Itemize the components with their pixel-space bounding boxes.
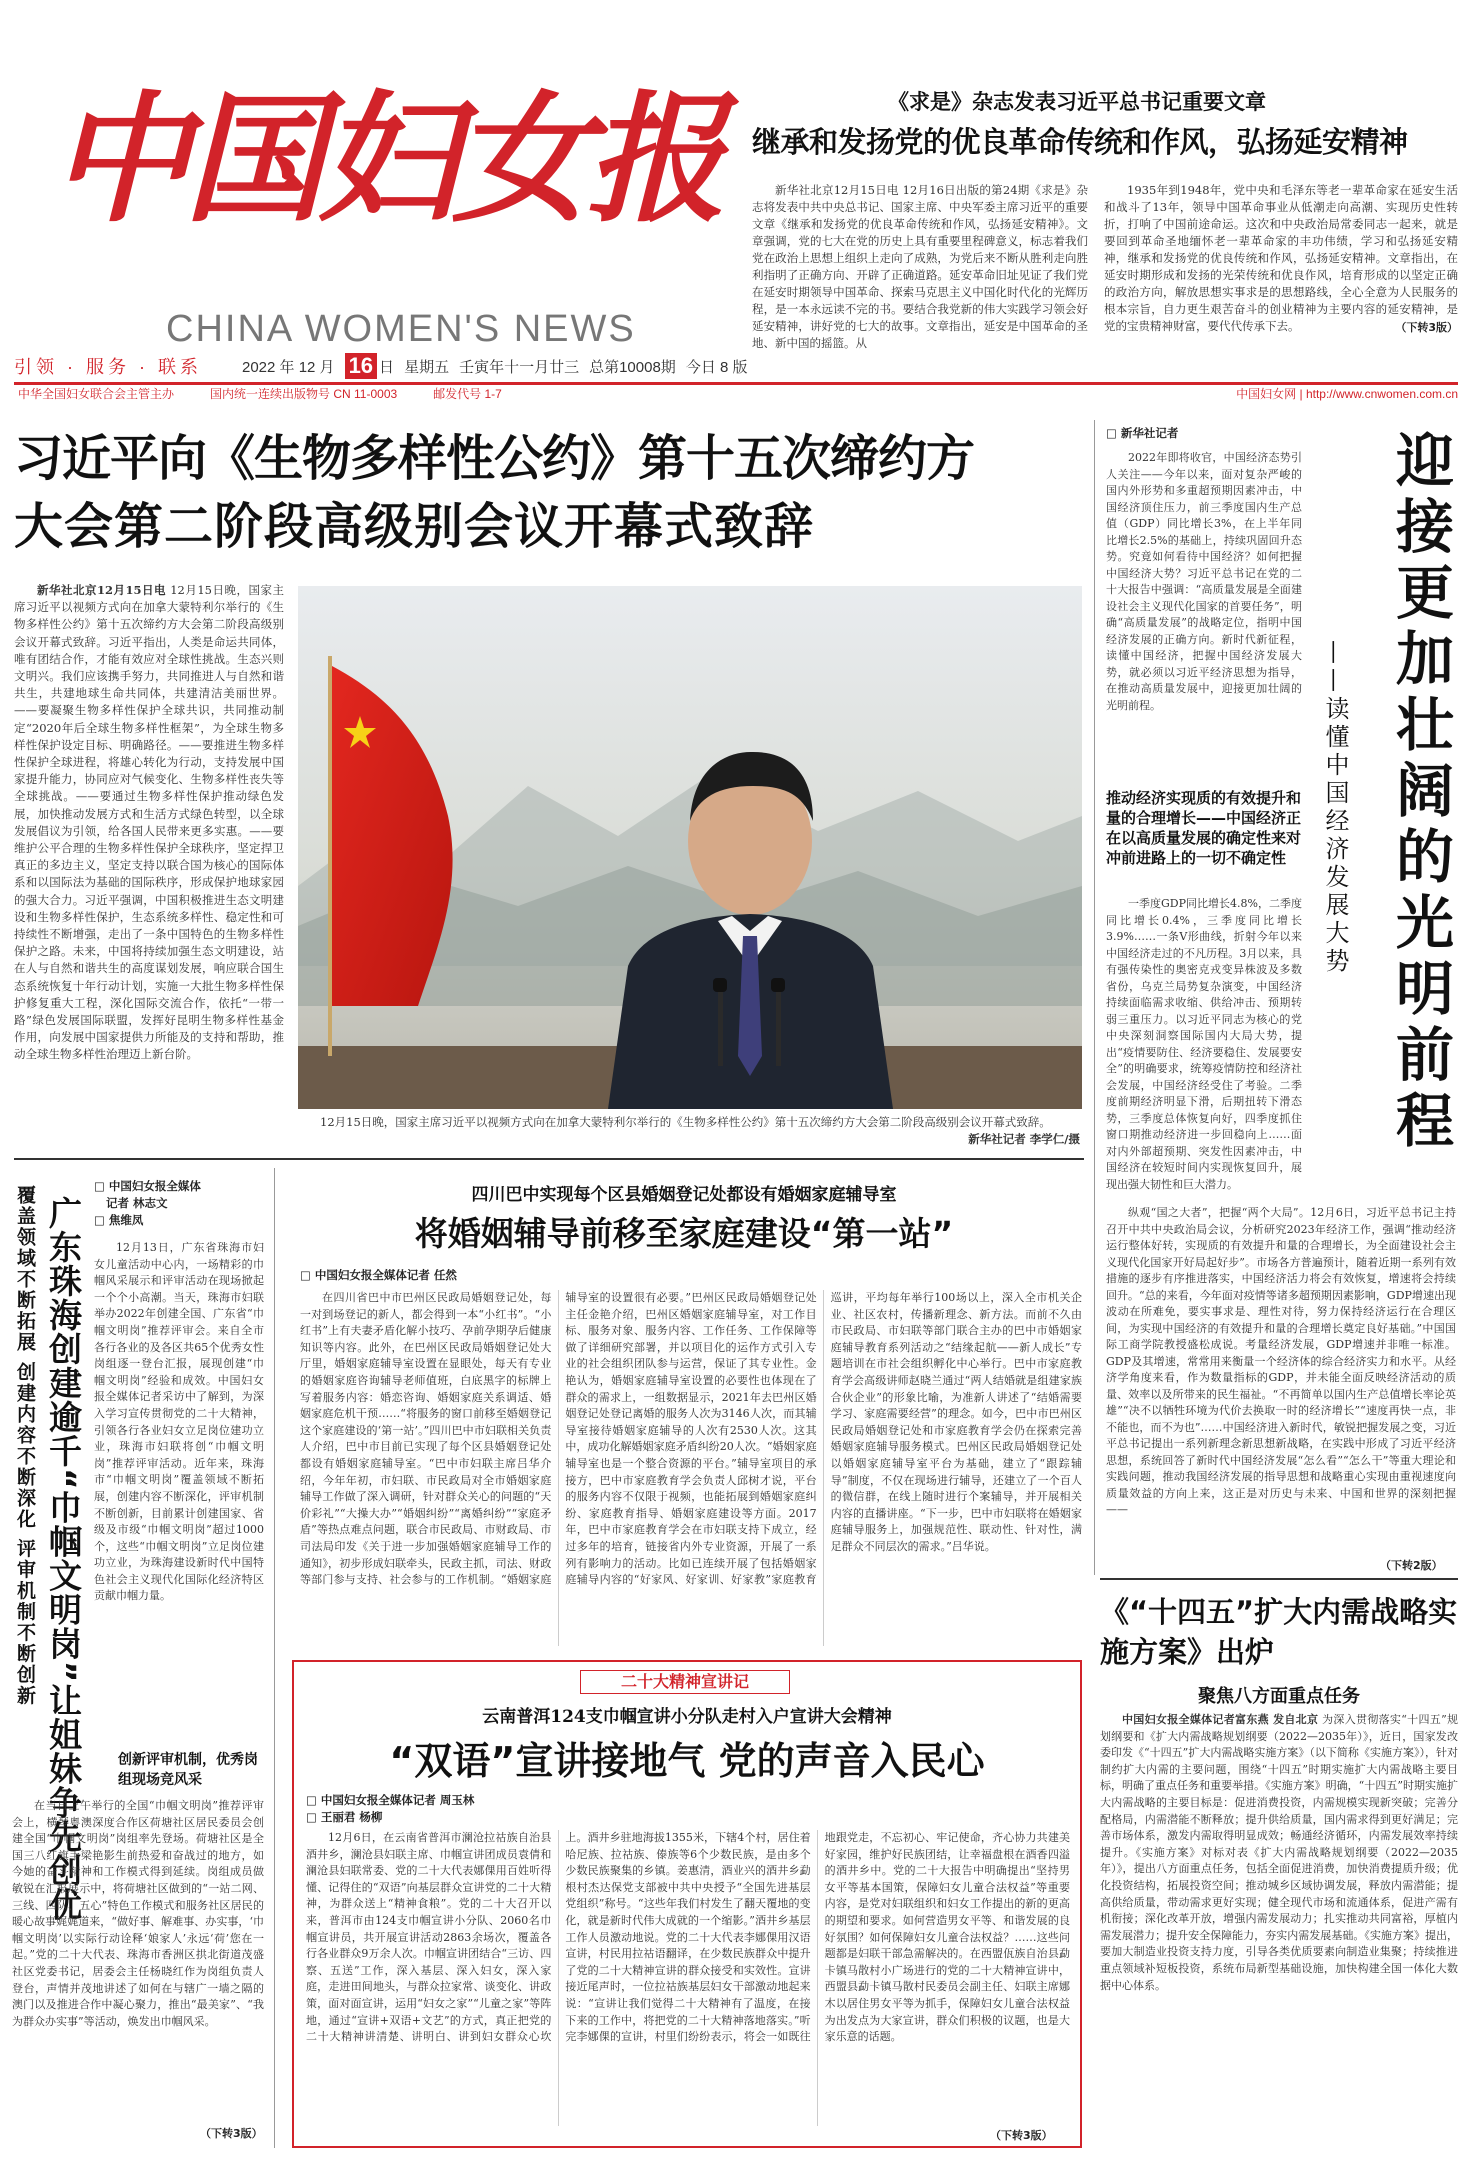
sichuan-body: 在四川省巴中市巴州区民政局婚姻登记处，每一对到场登记的新人，都会得到一本“小红书”。“小红书”上有夫妻矛盾化解小技巧、孕前孕期孕后健康知识等内容。此外，在巴州区民政局婚姻登记处大厅里，婚姻家庭辅导室设置在显眼处，每天有专业的婚姻家庭咨询辅导老师值班，白底黑字的标牌上写着服务内容：婚恋咨询、婚姻家庭关系调适、婚姻家庭危机干预……“将服务的窗口前移至婚姻登记这个家庭建设的‘第一站’。”四川巴中市妇联相关负责人介绍，巴中市目前已实现了每个区县婚姻登记处都设有婚姻家庭辅导室。“巴中市妇联主席吕华介绍，今年年初，市妇联、市民政局对全市婚姻家庭辅导工作做了深入调研，针对群众关心的问题的“天价彩礼”“大操大办”“婚姻纠纷”“离婚纠纷”“家庭矛盾”等热点难点问题，联合市民政局、市财政局、市司法局印发《关于进一步加强婚姻家庭辅导工作的通知》，初步形成妇联牵头，民政主抓，司法、财政等部门参与支持、社会参与的工作机制。“婚姻家庭辅导室的设置很有必要。”巴州区民政局婚姻登记处主任金艳介绍，巴州区婚姻家庭辅导室，对工作目标、服务对象、服务内容、工作任务、工作保障等做了详细研究部署，并以项目化的运作方式引入专业的社会组织团队参与运营，保证了其专业性。金艳认为，婚姻家庭辅导室设置的必要性也体现在了群众的需求上，一组数据显示，2021年去巴州区婚姻登记处登记离婚的服务人次为3146人次，而其辅导室接待婚姻家庭辅导的人次有2530人次。这其中，成功化解婚姻家庭矛盾纠纷20人次。“婚姻家庭辅导室也是一个整合资源的平台。”辅导室项目的承接方，巴中市家庭教育学会负责人邱树才说，平台的服务内容不仅限于视频，也能拓展到婚姻家庭纠纷、家庭教育指导、婚姻家庭建设等方面。2017年，巴中市家庭教育学会在市妇联支持下成立，经过多年的培育，链接省内外专业资源，开展了一系列有影响力的活动。比如已连续开展了包括婚姻家庭辅导内容的“好家风、好家训、好家教”家庭教育巡讲，平均每年举行100场以上，深入全市机关企业、社区农村，传播新理念、新方法。而前不久由市民政局、市妇联等部门联合主办的巴中市婚姻家庭辅导教育系列活动之“结缘起航——新人成长”专题培训在市社会组织孵化中心举行。巴中市家庭教育学会高级讲师赵晓兰通过“两人结婚就是组建家族合伙企业”的形象比喻，为准新人讲述了“结婚需要学习、家庭需要经营”的理念。如今，巴中市巴州区民政局婚姻登记处和市家庭教育学会仍在探索完善婚姻家庭辅导服务模式。巴州区民政局婚姻登记处以婚姻家庭辅导室平台为基础，建立了“跟踪辅导”制度，不仅在现场进行辅导，还建立了一个百人的微信群，在线上随时进行个案辅导，并开展相关内容的直播讲座。“下一步，巴中市妇联将在婚姻家庭辅导服务上，加强规范性、联动性、针对性，满足群众不同层次的需求。”吕华说。 (300, 1291, 1082, 1587)
lead-byline: 新华社北京12月15日电 (37, 583, 167, 597)
economy-text2: 一季度GDP同比增长4.8%，二季度同比增长0.4%，三季度同比增长3.9%……一条V形曲线，折射今年以来中国经济走过的不凡历程。3月以来，具有强传染性的奥密克戎变异株波及多数省份，乌克兰局势复杂演变，中国经济持续面临需求收缩、供给冲击、预期转弱三重压力。以习近平同志为核心的党中央深刻洞察国际国内大局大势，提出“疫情要防住、经济要稳住、发展要安全”的明确要求，统筹疫情防控和经济社会发展，中国经济经受住了考验。二季度前期经济明显下滑，后期扭转下滑态势，三季度总体恢复向好，四季度抓住窗口期推动经济进一步回稳向上……面对内外部超预期、突发性因素冲击，中国经济在较短时间内实现恢复回升，展现出强大韧性和巨大潜力。 (1106, 897, 1302, 1191)
lead-photo-image (298, 586, 1082, 1109)
economy-byline: □ 新华社记者 (1106, 426, 1179, 440)
fourteenth-subhead: 聚焦八方面重点任务 (1198, 1686, 1360, 1707)
photo-credit: 新华社记者 李学仁/摄 (968, 1132, 1080, 1146)
sponsor: 中华全国妇女联合会主管主办 (18, 387, 175, 401)
sichuan-kicker: 四川巴中实现每个区县婚姻登记处都设有婚姻家庭辅导室 (471, 1185, 897, 1205)
economy-headline: 迎接更加壮阔的光明前程 (1386, 430, 1454, 1156)
fourteenth-headline: 《“十四五”扩大内需战略实施方案》出炉 (1100, 1595, 1458, 1669)
divider-lead (14, 1158, 1084, 1160)
lead-headline-1: 习近平向《生物多样性公约》第十五次缔约方 (14, 430, 975, 487)
sichuan-byline: □ 中国妇女报全媒体记者 任然 (300, 1268, 457, 1282)
economy-subhead: 推动经济实现质的有效提升和量的合理增长——中国经济正在以高质量发展的确定性来对冲前进路上的一切不确定性 (1106, 789, 1302, 867)
economy-subheadline: ——读懂中国经济发展大势 (1321, 640, 1349, 976)
top-story-headline: 继承和发扬党的优良革命传统和作风，弘扬延安精神 (752, 125, 1408, 159)
cn-number: 国内统一连续出版物号 CN 11-0003 (210, 387, 398, 401)
masthead-title: 中国妇女报 (50, 78, 721, 242)
date-year-month: 2022 年 12 月 (242, 358, 335, 376)
fourteenth-body: 中国妇女报全媒体记者富东燕 发自北京 为深入贯彻落实“十四五”规划纲要和《扩大内需战略规划纲要（2022—2035年）》，近日，国家发改委印发《“十四五”扩大内需战略实施方案》（以下简称《实施方案》），针对制约扩大内需的主要问题，围绕“十四五”时期实施扩大内需战略主要目标，明确了重点任务和重要举措。《实施方案》明确，“十四五”时期实施扩大内需战略的主要目标是：促进消费投资，内需规模实现新突破；完善分配格局，内需潜能不断释放；提升供给质量，国内需求得到更好满足；完善市场体系，激发内需取得明显成效；畅通经济循环，内需发展效率持续提升。《实施方案》对标对表《扩大内需战略规划纲要（2022—2035年）》，提出八方面重点任务，包括全面促进消费，加快消费提质升级；优化投资结构，拓展投资空间；推动城乡区域协调发展，释放内需潜能；提高供给质量，带动需求更好实现；健全现代市场和流通体系，促进产需有机衔接；深化改革开放，增强内需发展动力；扎实推动共同富裕，厚植内需发展潜力；提升安全保障能力，夯实内需发展基础。《实施方案》提出，要加大制造业投资支持力度，引导各类优质要素向制造业集聚；持续推进重点领域补短板投资，系统布局新型基础设施，加快构建全国一体化大数据中心体系。 (1100, 1713, 1458, 1992)
guangdong-headline: 广东珠海创建逾千“巾帼文明岗”让姐妹争先创优 (44, 1196, 83, 1922)
date-day: 16 (345, 353, 377, 379)
lead-photo (298, 586, 1082, 1109)
lunar-date: 壬寅年十一月廿三 (459, 358, 580, 376)
divider-economy (1094, 420, 1095, 1575)
masthead (50, 78, 740, 350)
masthead-english: CHINA WOMEN'S NEWS (166, 308, 636, 350)
post-code: 邮发代号 1-7 (433, 387, 502, 401)
website-link[interactable]: 中国妇女网 | http://www.cnwomen.com.cn (1236, 387, 1458, 401)
guangdong-subhead: 覆盖领域不断拓展 创建内容不断深化 评审机制不断创新 (14, 1185, 36, 1707)
top-story (752, 86, 1458, 350)
dateline (14, 352, 1458, 380)
guangdong-text1: 12月13日，广东省珠海市妇女儿童活动中心内，一场精彩的巾帼风采展示和评审活动在现场掀起一个个小高潮。当天，珠海市妇联举办2022年创建全国、广东省“巾帼文明岗”推荐评审会。来自全市各行各业的及各区共65个优秀女性岗组逐一登台汇报，展现创建“巾帼文明岗”经验和成效。中国妇女报全媒体记者采访中了解到，为深入学习宣传贯彻党的二十大精神，引领各行各业妇女立足岗位建功立业，珠海市妇联将创“巾帼文明岗”推荐评审活动。近年来，珠海市“巾帼文明岗”覆盖领域不断拓展，创建内容不断深化，评审机制不断创新，目前累计创建国家、省级及市级“巾帼文明岗”超过1000个，这些“巾帼文明岗”立足岗位建功立业，为珠海建设新时代中国特色社会主义现代化国际化经济特区贡献巾帼力量。 (94, 1241, 264, 1603)
economy-more: （下转2版） (1380, 1559, 1443, 1572)
yunnan-tag: 二十大精神宣讲记 (580, 1670, 790, 1694)
yunnan-more: （下转3版） (990, 2129, 1053, 2142)
yunnan-body: 12月6日，在云南省普洱市澜沧拉祜族自治县酒井乡，澜沧县妇联主席、巾帼宣讲团成员袁倩和澜沧县妇联常委、党的二十大代表娜倮用百姓听得懂、记得住的“双语”向基层群众宣讲党的二十大精神，为群众送上“精神食粮”。党的二十大召开以来，普洱市由124支巾帼宣讲小分队、2060名巾帼宣讲员，共开展宣讲活动2863余场次，覆盖各行各业群众9万余人次。巾帼宣讲团结合“三访、四察、五送”工作，深入基层、深入妇女，深入家庭，走进田间地头，与群众拉家常、谈变化、讲政策，面对面宣讲，运用“妇女之家”“儿童之家”等阵地，通过“宣讲+双语+文艺”的方式，真正把党的二十大精神讲清楚、讲明白、讲到妇女群众心坎上。酒井乡驻地海拔1355米，下辖4个村，居住着哈尼族、拉祜族、傣族等6个少数民族，是由多个少数民族聚集的乡镇。姜惠清，酒业兴的酒井乡勐根村杰达保党支部被中共中央授予“全国先进基层党组织”称号。“这些年我们村发生了翻天覆地的变化，就是新时代伟大成就的一个缩影。”酒井乡基层工作人员激动地说。党的二十大代表李娜倮用汉语宣讲，村民用拉祜语翻译，在少数民族群众中提升了党的二十大精神宣讲的群众接受和实效性。宣讲接近尾声时，一位拉祜族基层妇女干部激动地起来说：“宣讲让我们觉得二十大精神有了温度，在接下来的工作中，将把党的二十大精神落地落实。”听完李娜倮的宣讲，村里们纷纷表示，将会一如既往地跟党走，不忘初心、牢记使命，齐心协力共建美好家园，维护好民族团结，让幸福盘根在酒香四溢的酒井乡中。党的二十大报告中明确提出“坚持男女平等基本国策，保障妇女儿童合法权益”等重要内容，是党对妇联组织和妇女工作提出的新的更高的期望和要求。如何营造男女平等、和谐发展的良好氛围？如何保障妇女儿童合法权益？……这些问题都是妇联干部急需解决的。在西盟佤族自治县勐卡镇马散村小广场进行的党的二十大精神宣讲中，西盟县勐卡镇马散村民委员会副主任、妇联主席娜木以居住男女平等为抓手，保障妇女儿童合法权益为出发点为大家宣讲，群众们积极的议题，也是大家乐意的话题。 (306, 1831, 1070, 2044)
date-day-suffix: 日 (379, 358, 395, 376)
economy-text3: 纵观“国之大者”，把握“两个大局”。12月6日，习近平总书记主持召开中共中央政治局会议，分析研究2023年经济工作，强调“推动经济运行整体好转，实现质的有效提升和量的合理增长，为全面建设社会主义现代化国家开好局起好步”。市场各方普遍预计，随着近期一系列有效措施的逐步有序推进落实，中国经济活力将会有效恢复，增速将会持续回升。“总的来看，今年面对疫情等诸多超预期因素影响，GDP增速出现波动在所难免，要实事求是、理性对待，努力保持经济运行在合理区间，为实现中国经济的有效提升和量的合理增长奠定良好基础。”中国国际工商学院教授盛松成说。考量经济发展，GDP增速并非唯一标准。GDP及其增速，常常用来衡量一个经济体的综合经济实力和水平。从经济学角度来看，作为数量指标的GDP，并未能全面反映经济活动的质量、效率以及所带来的民生福祉。“不再简单以国内生产总值增长率论英雄”“决不以牺牲环境为代价去换取一时的经济增长”“速度再快一点，非不能也，而不为也”……中国经济进入新时代，敏锐把握发展之变，习近平总书记提出一系列新理念新思想新战略，在实践中形成了习近平经济思想，系统回答了新时代中国经济发展“怎么看”“怎么干”等重大理论和实践问题，推动我国经济发展的指导思想和战略重心实现由重视速度向质量效益的方向上来，这正是对历史与未来、中国和世界的深刻把握—— (1106, 1206, 1456, 1516)
yunnan-headline: “双语”宣讲接地气 党的声音入民心 (389, 1739, 985, 1783)
slogan: 引领 · 服务 · 联系 (14, 357, 202, 377)
yunnan-kicker: 云南普洱124支巾帼宣讲小分队走村入户宣讲大会精神 (482, 1707, 892, 1727)
divider-guangdong (274, 1168, 275, 2148)
lead-photo-caption: 12月15日晚，国家主席习近平以视频方式向在加拿大蒙特利尔举行的《生物多样性公约》第十五次缔约方大会第二阶段高级别会议开幕式致辞。 新华社记者 李学仁/摄 (320, 1115, 1080, 1146)
top-story-col2: 1935年到1948年，党中央和毛泽东等老一辈革命家在延安生活和战斗了13年，领导中国革命事业从低潮走向高潮、实现历史性转折，打响了中国前途命运。这次和中央政治局常委同志一起来，就是要回到革命圣地缅怀老一辈革命家的丰功伟绩，学习和弘扬延安精神，继承和发扬党的优良传统和作风，弘扬延安精神。文章指出，在延安时期形成和发扬的光荣传统和优良作风，培育形成的以坚定正确的政治方向，解放思想实事求是的思想路线，全心全意为人民服务的根本宗旨，自力更生艰苦奋斗的创业精神为主要内容的延安精神，是党的宝贵精神财富，要代代传承下去。 (1104, 183, 1458, 333)
top-story-kicker: 《求是》杂志发表习近平总书记重要文章 (888, 89, 1266, 114)
economy-text1: 2022年即将收官，中国经济态势引人关注——今年以来，面对复杂严峻的国内外形势和多重超预期因素冲击，中国经济顶住压力，前三季度国内生产总值（GDP）同比增长3%，在上半年同比增长2.5%的基础上，持续巩固回升态势。究竟如何看待中国经济？如何把握中国经济大势？习近平总书记在党的二十大报告中强调：“高质量发展是全面建设社会主义现代化国家的首要任务”，明确“高质量发展”的战略定位，指明中国经济发展的正确方向。新时代新征程，读懂中国经济，把握中国经济发展大势，就必须以习近平经济思想为指导，在推动高质量发展中，迎接更加壮阔的光明前程。 (1106, 451, 1302, 712)
fourteenth-byline: 中国妇女报全媒体记者富东燕 发自北京 (1122, 1713, 1319, 1726)
top-story-more: （下转3版） (1395, 321, 1458, 334)
lead-headline-2: 大会第二阶段高级别会议开幕式致辞 (14, 498, 815, 555)
publication-bar (14, 382, 1458, 402)
guangdong-subtitle: 创新评审机制，优秀岗组现场竞风采 (118, 1752, 258, 1788)
weekday: 星期五 (404, 358, 450, 376)
guangdong-more: （下转3版） (200, 2127, 263, 2140)
sichuan-headline: 将婚姻辅导前移至家庭建设“第一站” (414, 1214, 954, 1253)
issue-number: 总第10008期 (589, 358, 676, 376)
guangdong-byline: □ 中国妇女报全媒体 记者 林志文 □ 焦维凤 (94, 1179, 201, 1227)
lead-body: 新华社北京12月15日电 12月15日晚，国家主席习近平以视频方式向在加拿大蒙特利尔举行的《生物多样性公约》第十五次缔约方大会第二阶段高级别会议开幕式致辞。习近平指出，人类是命运共同体，唯有团结合作，才能有效应对全球性挑战。生态兴则文明兴。我们应该携手努力，共同推进人与自然和谐共生，共建地球生命共同体，共建清洁美丽世界。——要凝聚生物多样性保护全球共识，共同推动制定“2020年后全球生物多样性框架”，为全球生物多样性保护设定目标、明确路径。——要推进生物多样性保护全球进程，将雄心转化为行动，支持发展中国家提升能力，协同应对气候变化、生物多样性丧失等全球挑战。——要通过生物多样性保护推动绿色发展，加快推动发展方式和生活方式绿色转型，以全球发展倡议为引领，给各国人民带来更多实惠。——要维护公平合理的生物多样性保护全球秩序，坚定捍卫真正的多边主义，坚定支持以联合国为核心的国际体系和以国际法为基础的国际秩序，形成保护地球家园的强大合力。习近平强调，中国积极推进生态文明建设和生物多样性保护，生态系统多样性、稳定性和可持续性不断增强，走出了一条中国特色的生物多样性保护之路。未来，中国将持续加强生态文明建设，站在人与自然和谐共生的高度谋划发展，响应联合国生态系统恢复十年行动计划，实施一大批生物多样性保护修复重大工程，深化国际交流合作，依托“一带一路”绿色发展国际联盟，发挥好昆明生物多样性基金作用，向发展中国家提供力所能及的支持和帮助，推动全球生物多样性治理迈上新台阶。 (14, 583, 284, 1062)
page-count: 今日 8 版 (685, 358, 748, 376)
top-story-col1: 新华社北京12月15日电 12月16日出版的第24期《求是》杂志将发表中共中央总书记、国家主席、中央军委主席习近平的重要文章《继承和发扬党的优良革命传统和作风，弘扬延安精神》。文章强调，党的七大在党的历史上具有重要里程碑意义，标志着我们党在政治上思想上组织上走向了成熟，为党后来不断从胜利走向胜利指明了正确方向、开辟了正确道路。延安革命旧址见证了我们党在延安时期领导中国革命、探索马克思主义中国化时代化的光辉历程，是一本永远读不完的书。要结合我党新的伟大实践学习领会好延安精神，讲好党的七大的故事。文章指出，延安是中国革命的圣地、新中国的摇篮。从 (752, 183, 1088, 350)
guangdong-text2: 在当日上午举行的全国“巾帼文明岗”推荐评审会上，横琴粤澳深度合作区荷塘社区居民委员会创建全国“巾帼文明岗”岗组率先登场。荷塘社区是全国三八红旗手梁艳影生前热爱和奋战过的地方，如今她的奋斗精神和工作模式得到延续。岗组成员做敏锐在汇报展示中，将荷塘社区做到的“一站二网、三线、四队、五心”特色工作模式和服务社区居民的暖心故事娓娓道来，“做好事、解难事、办实事，‘巾帼文明岗’以实际行动诠释‘娘家人’永远‘荷’您在一起。”党的二十大代表、珠海市香洲区拱北街道茂盛社区党委书记，居委会主任杨晓红作为岗组负责人登台，声情并茂地讲述了如何在与辖广一墙之隔的澳门以及推进合作中凝心聚力，推出“最美家”、“我为群众办实事”等活动，焕发出巾帼风采。 (12, 1799, 264, 2028)
yunnan-byline: □ 中国妇女报全媒体记者 周玉林 □ 王丽君 杨柳 (306, 1793, 475, 1824)
divider-fourteenth (1100, 1578, 1458, 1580)
